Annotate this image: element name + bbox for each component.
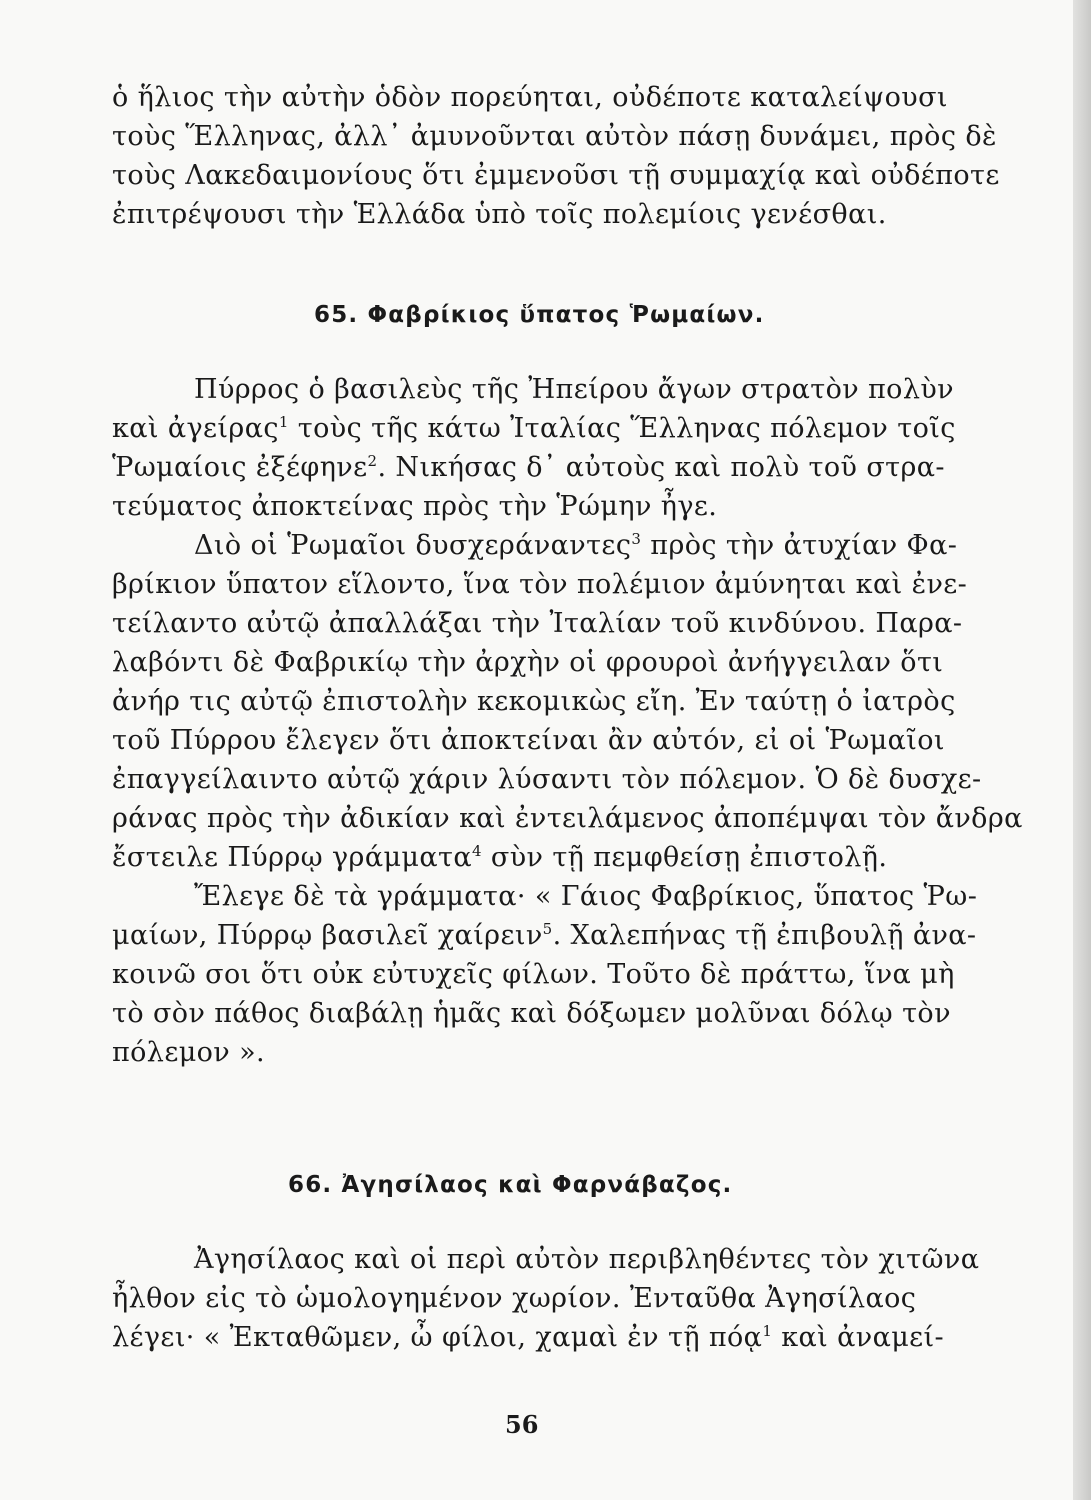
section-66-paragraph-1: [112, 1240, 980, 1357]
text-line: ἀνήρ τις αὐτῷ ἐπιστολὴν κεκομικὼς εἴη. Ἐν ταύτῃ ὁ ἰατρὸς: [112, 686, 956, 717]
text-segment: καὶ ἀγείρας: [112, 413, 279, 444]
text-line: τοὺς Λακεδαιμονίους ὅτι ἐμμενοῦσι τῇ συμμαχίᾳ καὶ οὐδέποτε: [112, 160, 1000, 191]
page-edge-shadow: [1073, 0, 1091, 1500]
section-66-heading: 66. Ἀγησίλαος καὶ Φαρνάβαζος.: [288, 1172, 733, 1198]
text-line: Πύρρος ὁ βασιλεὺς τῆς Ἠπείρου ἄγων στρατὸν πολὺν: [194, 374, 954, 405]
text-segment: λέγει· « Ἐκταθῶμεν, ὦ φίλοι, χαμαὶ ἐν τῇ πόᾳ: [112, 1322, 763, 1353]
text-line: ἐπαγγείλαιντο αὐτῷ χάριν λύσαντι τὸν πόλεμον. Ὁ δὲ δυσχε-: [112, 764, 982, 795]
text-line: [112, 838, 964, 877]
text-line: ὁ ἥλιος τὴν αὐτὴν ὁδὸν πορεύηται, οὐδέποτε καταλείψουσι: [112, 82, 948, 113]
text-line: βρίκιον ὕπατον εἵλοντο, ἵνα τὸν πολέμιον ἀμύνηται καὶ ἐνε-: [112, 569, 968, 600]
text-line: λαβόντι δὲ Φαβρικίῳ τὴν ἀρχὴν οἱ φρουροὶ ἀνήγγειλαν ὅτι: [112, 647, 944, 678]
text-segment: Ῥωμαίοις ἐξέφηνε: [112, 452, 368, 483]
text-segment: καὶ ἀναμεί-: [772, 1322, 945, 1353]
text-line: τεύματος ἀποκτείνας πρὸς τὴν Ῥώμην ἦγε.: [112, 491, 718, 522]
text-segment: σὺν τῇ πεμφθείσῃ ἐπιστολῇ.: [481, 842, 888, 873]
text-line: τοὺς Ἕλληνας, ἀλλ᾽ ἀμυνοῦνται αὐτὸν πάσῃ δυνάμει, πρὸς δὲ: [112, 121, 997, 152]
text-line: ράνας πρὸς τὴν ἀδικίαν καὶ ἐντειλάμενος ἀποπέμψαι τὸν ἄνδρα: [112, 803, 1023, 834]
text-line: [112, 526, 964, 565]
text-line: Ἀγησίλαος καὶ οἱ περὶ αὐτὸν περιβληθέντες τὸν χιτῶνα: [194, 1244, 980, 1275]
text-line: πόλεμον ».: [112, 1037, 266, 1068]
text-line: τὸ σὸν πάθος διαβάλῃ ἡμᾶς καὶ δόξωμεν μολῦναι δόλῳ τὸν: [112, 998, 951, 1029]
text-line: τείλαντο αὐτῷ ἀπαλλάξαι τὴν Ἰταλίαν τοῦ κινδύνου. Παρα-: [112, 608, 963, 639]
section-65-paragraph-1: [112, 370, 964, 526]
text-segment: μαίων, Πύρρῳ βασιλεῖ χαίρειν: [112, 920, 543, 951]
footnote-marker: 2: [367, 452, 378, 470]
text-line: Ἔλεγε δὲ τὰ γράμματα· « Γάιος Φαβρίκιος, ὕπατος Ῥω-: [194, 881, 978, 912]
text-line: ἐπιτρέψουσι τὴν Ἑλλάδα ὑπὸ τοῖς πολεμίοις γενέσθαι.: [112, 199, 887, 230]
footnote-marker: 1: [278, 413, 289, 431]
text-segment: ἔστειλε Πύρρῳ γράμματα: [112, 842, 472, 873]
footnote-marker: 5: [542, 920, 553, 938]
text-line: [112, 916, 977, 955]
text-line: [112, 409, 964, 448]
text-line: [112, 448, 964, 487]
footnote-marker: 3: [631, 530, 642, 548]
footnote-marker: 4: [471, 842, 482, 860]
section-65-heading: 65. Φαβρίκιος ὕπατος Ῥωμαίων.: [314, 302, 765, 328]
text-line: κοινῶ σοι ὅτι οὐκ εὐτυχεῖς φίλων. Τοῦτο δὲ πράττω, ἵνα μὴ: [112, 959, 955, 990]
text-segment: τοὺς τῆς κάτω Ἰταλίας Ἕλληνας πόλεμον τοῖς: [288, 413, 956, 444]
text-segment: . Χαλεπήνας τῇ ἐπιβουλῇ ἀνα-: [552, 920, 977, 951]
page-number: 56: [505, 1410, 539, 1439]
text-line: τοῦ Πύρρου ἔλεγεν ὅτι ἀποκτείναι ἂν αὐτόν, εἰ οἱ Ῥωμαῖοι: [112, 725, 945, 756]
text-segment: . Νικήσας δ᾽ αὐτοὺς καὶ πολὺ τοῦ στρα-: [377, 452, 945, 483]
footnote-marker: 1: [762, 1322, 773, 1340]
text-line: ἦλθον εἰς τὸ ὡμολογημένον χωρίον. Ἐνταῦθα Ἀγησίλαος: [112, 1283, 917, 1314]
intro-paragraph: [112, 78, 1000, 234]
text-segment: Διὸ οἱ Ῥωμαῖοι δυσχεράναντες: [194, 530, 632, 561]
section-65-paragraph-3: [112, 877, 978, 1072]
text-line: [112, 1318, 964, 1357]
text-segment: πρὸς τὴν ἀτυχίαν Φα-: [641, 530, 958, 561]
section-65-paragraph-2: [112, 526, 1023, 877]
